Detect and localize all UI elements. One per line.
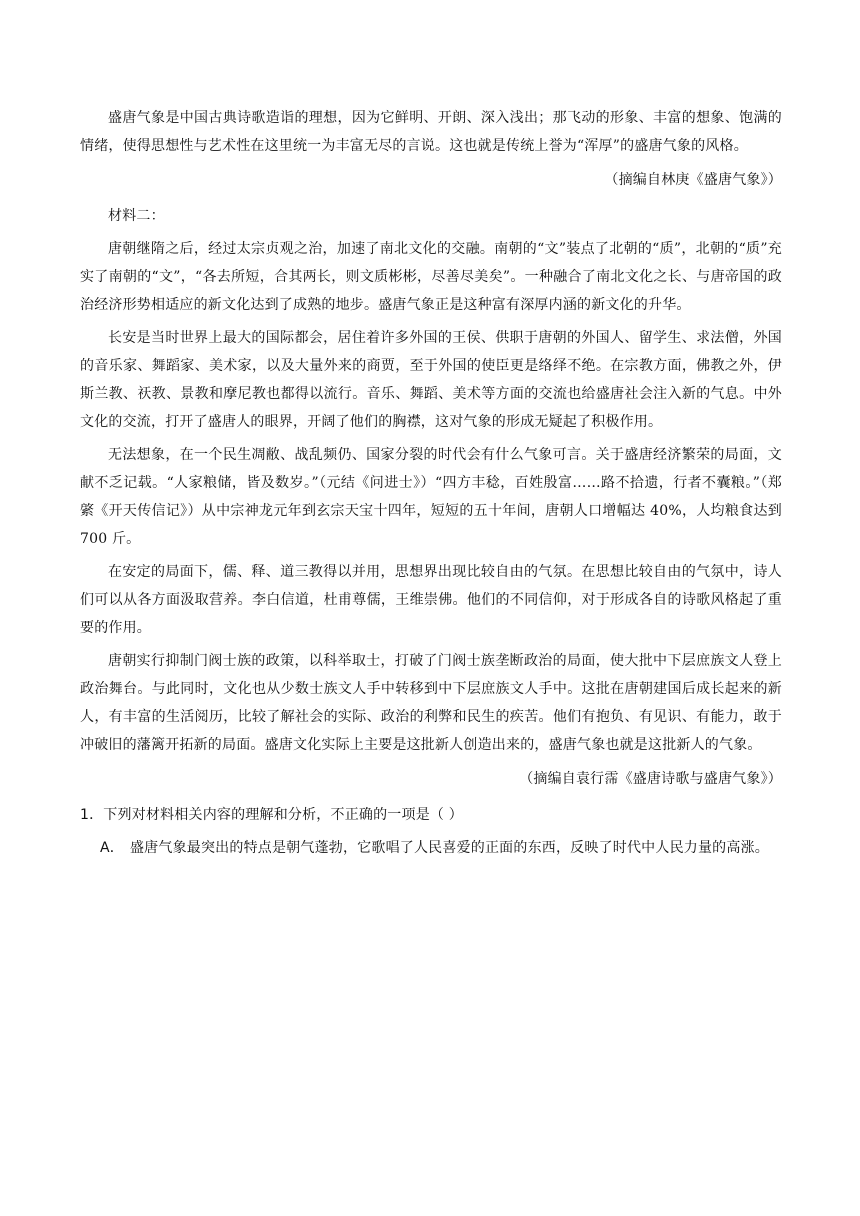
material-2-paragraph-5: 唐朝实行抑制门阀士族的政策，以科举取士，打破了门阀士族垄断政治的局面，使大批中下层庶族文人登上政治舞台。与此同时，文化也从少数士族文人手中转移到中下层庶族文人手中。这批在唐朝建国后成长起来的新人，有丰富的生活阅历，比较了解社会的实际、政治的利弊和民生的疾苦。他们有抱负、有见识、有能力，敢于冲破旧的藩篱开拓新的局面。盛唐文化实际上主要是这批新人创造出来的，盛唐气象也就是这批新人的气象。 [80, 653, 782, 753]
option-letter: A． [100, 840, 124, 856]
material-2-paragraph-2: 长安是当时世界上最大的国际都会，居住着许多外国的王侯、供职于唐朝的外国人、留学生、求法僧，外国的音乐家、舞蹈家、美术家，以及大量外来的商贾，至于外国的使臣更是络绎不绝。在宗教方面，佛教之外，伊斯兰教、祆教、景教和摩尼教也都得以流行。音乐、舞蹈、美术等方面的交流也给盛唐社会注入新的气息。中外文化的交流，打开了盛唐人的眼界，开阔了他们的胸襟，这对气象的形成无疑起了积极作用。 [80, 330, 782, 430]
source-citation-2: （摘编自袁行霈《盛唐诗歌与盛唐气象》） [519, 771, 782, 787]
question-1-stem: 1．下列对材料相关内容的理解和分析，不正确的一项是（ ） [80, 807, 463, 823]
paragraph-intro: 盛唐气象是中国古典诗歌造诣的理想，因为它鲜明、开朗、深入浅出；那飞动的形象、丰富的想象、饱满的情绪，使得思想性与艺术性在这里统一为丰富无尽的言说。这也就是传统上誉为“浑厚”的盛唐气象的风格。 [80, 110, 782, 154]
option-text: 盛唐气象最突出的特点是朝气蓬勃，它歌唱了人民喜爱的正面的东西，反映了时代中人民力量的高涨。 [129, 840, 769, 856]
material-2-paragraph-3: 无法想象，在一个民生凋敝、战乱频仍、国家分裂的时代会有什么气象可言。关于盛唐经济繁荣的局面，文献不乏记载。“人家粮储，皆及数岁。”（元结《问进士》）“四方丰稔，百姓殷富……路不拾遗，行者不囊粮。”（郑綮《开天传信记》）从中宗神龙元年到玄宗天宝十四年，短短的五十年间，唐朝人口增幅达 40%，人均粮食达到 700 斤。 [80, 447, 782, 547]
material-2-label: 材料二： [108, 208, 165, 224]
source-citation-1: （摘编自林庚《盛唐气象》） [604, 172, 782, 188]
material-2-paragraph-1: 唐朝继隋之后，经过太宗贞观之治，加速了南北文化的交融。南朝的“文”装点了北朝的“质”，北朝的“质”充实了南朝的“文”，“各去所短，合其两长，则文质彬彬，尽善尽美矣”。一种融合了南北文化之长、与唐帝国的政治经济形势相适应的新文化达到了成熟的地步。盛唐气象正是这种富有深厚内涵的新文化的升华。 [80, 241, 782, 313]
question-1-option-a[interactable] [80, 831, 782, 865]
material-2-paragraph-4: 在安定的局面下，儒、释、道三教得以并用，思想界出现比较自由的气氛。在思想比较自由的气氛中，诗人们可以从各方面汲取营养。李白信道，杜甫尊儒，王维崇佛。他们的不同信仰，对于形成各自的诗歌风格起了重要的作用。 [80, 564, 782, 636]
